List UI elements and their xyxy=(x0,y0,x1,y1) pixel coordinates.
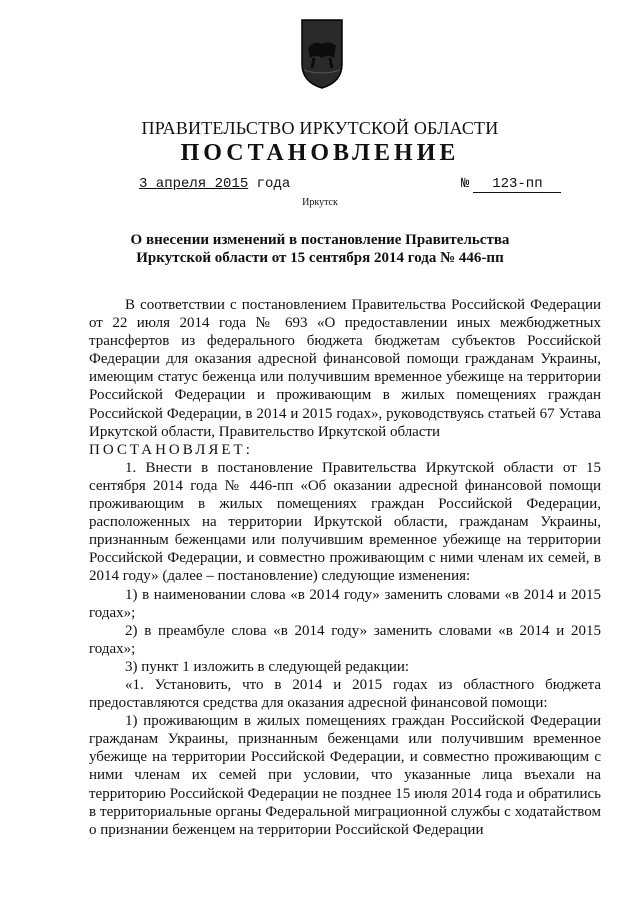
number-label: № xyxy=(461,176,470,192)
decree-date xyxy=(139,176,290,192)
decree-date-suffix: года xyxy=(248,176,291,192)
document-title: О внесении изменений в постановление Правительства Иркутской области от 15 сентября 2014 года № 446-пп xyxy=(130,232,510,266)
number-value: 123-пп xyxy=(473,176,561,193)
item-1-3-paragraph: 3) пункт 1 изложить в следующей редакции: xyxy=(125,658,410,675)
preamble-paragraph: В соответствии с постановлением Правительства Российской Федерации от 22 июля 2014 года № 693 «О предоставлении иных межбюджетных трансфертов из федерального бюджета бюджетам субъектов Российской Федерации для оказания адресной финансовой помощи гражданам Украины, имеющим статус беженца или получившим временное убежище на территории Российской Федерации и проживающим в жилых помещениях граждан Российской Федерации, в 2014 и 2015 годах», руководствуясь статьей 67 Устава Иркутской области, Правительство Иркутской области xyxy=(89,297,601,440)
city: Иркутск xyxy=(302,197,338,208)
decree-number xyxy=(461,176,561,193)
item-1-paragraph: 1. Внести в постановление Правительства Иркутской области от 15 сентября 2014 года № 446-пп «Об оказании адресной финансовой помощи проживающим в жилых помещениях граждан Российской Федерации, расположенных на территории Иркутской области, гражданам Украины, признанным беженцами или получившим временное убежище на территории Российской Федерации, и совместно проживающим с ними членам их семей, в 2014 году» (далее – постановление) следующие изменения: xyxy=(89,459,601,585)
government-name: ПРАВИТЕЛЬСТВО ИРКУТСКОЙ ОБЛАСТИ xyxy=(141,118,499,138)
document-type: ПОСТАНОВЛЕНИЕ xyxy=(180,140,460,166)
item-1-1-paragraph: 1) в наименовании слова «в 2014 году» заменить словами «в 2014 и 2015 годах»; xyxy=(89,586,601,621)
resolves-heading: ПОСТАНОВЛЯЕТ: xyxy=(89,441,253,458)
decree-date-value: 3 апреля 2015 xyxy=(139,176,249,192)
document-body xyxy=(89,296,601,839)
irkutsk-coat-of-arms-icon xyxy=(300,18,344,90)
quoted-subpoint-1-paragraph: 1) проживающим в жилых помещениях граждан Российской Федерации гражданам Украины, признанным беженцами или получившим временное убежище на территории Российской Федерации, и совместно проживающим с ними членам их семей при условии, что указанные лица въехали на территорию Российской Федерации не позднее 15 июля 2014 года и обратились в территориальные органы Федеральной миграционной службы с ходатайством о признании беженцем на территории Российской Федерации xyxy=(89,713,601,838)
item-1-2-paragraph: 2) в преамбуле слова «в 2014 году» заменить словами «в 2014 и 2015 годах»; xyxy=(89,622,601,657)
quoted-point-1-paragraph: «1. Установить, что в 2014 и 2015 годах из областного бюджета предоставляются средства для оказания адресной финансовой помощи: xyxy=(89,676,601,712)
